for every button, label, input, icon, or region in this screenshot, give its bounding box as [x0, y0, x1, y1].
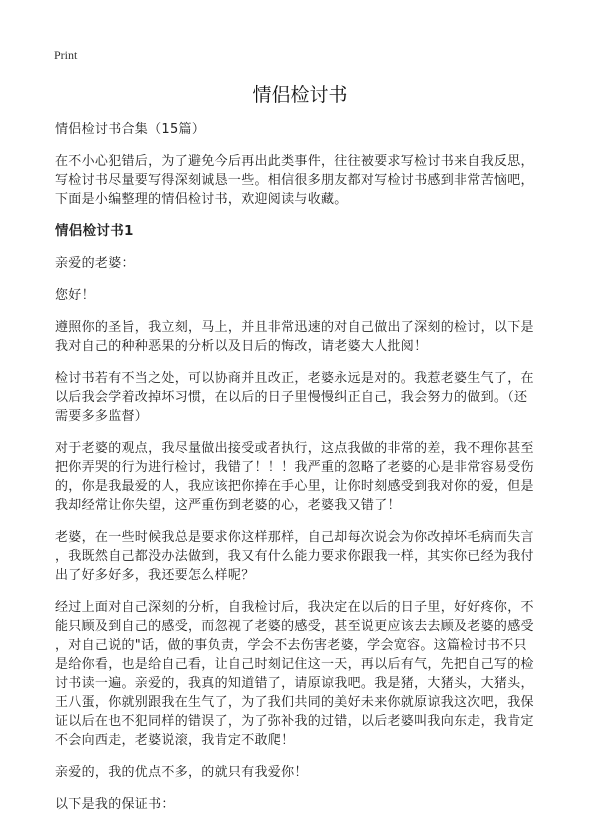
text-line: 遵照你的圣旨，我立刻，马上，并且非常迅速的对自己做出了深刻的检讨，以下是: [55, 320, 534, 335]
paragraph: [55, 763, 565, 782]
text-line: 情侣检讨书1: [55, 223, 134, 239]
text-line: 是给你看，也是给自己看，让自己时刻记住这一天，再以后有气，先把自己写的检: [55, 657, 534, 672]
text-line: 出了好多好多，我还要怎么样呢？: [55, 568, 255, 583]
text-line: 亲爱的老婆：: [55, 256, 135, 271]
text-line: ，我既然自己都没办法做到，我又有什么能力要求你跟我一样，其实你已经为我付: [55, 549, 534, 564]
text-line: 需要多多监督）: [55, 409, 149, 424]
text-line: 讨书读一遍。亲爱的，我真的知道错了，请原谅我吧。我是猪，大猪头，大猪头，: [55, 676, 534, 691]
text-line: 下面是小编整理的情侣检讨书，欢迎阅读与收藏。: [55, 192, 348, 207]
text-line: ，对自己说的"话，做的事负责，学会不去伤害老婆，学会宽容。这篇检讨书不只: [55, 638, 527, 653]
document-title: 情侣检讨书: [252, 84, 348, 106]
paragraph: [55, 439, 565, 515]
paragraph: [55, 254, 565, 273]
text-line: 的，你是我最爱的人，我应该把你捧在手心里，让你时刻感受到我对你的爱，但是: [55, 479, 534, 494]
text-line: 亲爱的，我的优点不多，的就只有我爱你！: [55, 765, 308, 780]
text-line: 经过上面对自己深刻的分析，自我检讨后，我决定在以后的日子里，好好疼你，不: [55, 600, 534, 615]
text-line: 您好！: [55, 288, 95, 303]
paragraph: [55, 318, 565, 356]
text-line: 老婆，在一些时候我总是要求你这样那样，自己却每次说会为你改掉坏毛病而失言: [55, 530, 534, 545]
text-line: 把你弄哭的行为进行检讨，我错了！！！我严重的忽略了老婆的心是非常容易受伤: [55, 460, 534, 475]
text-line: 能只顾及到自己的感受，而忽视了老婆的感受，甚至说更应该去去顾及老婆的感受: [55, 619, 534, 634]
text-line: 我却经常让你失望，这严重伤到老婆的心，老婆我又错了！: [55, 498, 401, 513]
paragraph: [55, 598, 565, 750]
paragraph: [55, 152, 565, 209]
text-line: 我对自己的种种恶果的分析以及日后的悔改，请老婆大人批阅！: [55, 339, 428, 354]
paragraph: [55, 120, 565, 139]
document-body: [55, 120, 565, 827]
text-line: 证以后在也不犯同样的错误了，为了弥补我的过错，以后老婆叫我向东走，我肯定: [55, 714, 534, 729]
text-line: 以下是我的保证书：: [55, 797, 175, 812]
text-line: 不会向西走，老婆说滚，我肯定不敢爬！: [55, 733, 295, 748]
paragraph: [55, 286, 565, 305]
text-line: 检讨书若有不当之处，可以协商并且改正，老婆永远是对的。我惹老婆生气了，在: [55, 371, 534, 386]
text-line: 写检讨书尽量要写得深刻诚恳一些。相信很多朋友都对写检讨书感到非常苦恼吧，: [55, 173, 534, 188]
paragraph: [55, 795, 565, 814]
text-line: 王八蛋，你就别跟我在生气了，为了我们共同的美好未来你就原谅我这次吧，我保: [55, 695, 534, 710]
text-line: 情侣检讨书合集（15篇）: [55, 122, 206, 137]
text-line: 在不小心犯错后，为了避免今后再出此类事件，往往被要求写检讨书来自我反思，: [55, 154, 534, 169]
paragraph: [55, 369, 565, 426]
section-heading: [55, 222, 565, 241]
print-link[interactable]: Print: [54, 48, 78, 62]
paragraph: [55, 528, 565, 585]
text-line: 以后我会学着改掉坏习惯，在以后的日子里慢慢纠正自己，我会努力的做到。（还: [55, 390, 528, 405]
text-line: 对于老婆的观点，我尽量做出接受或者执行，这点我做的非常的差，我不理你甚至: [55, 441, 534, 456]
